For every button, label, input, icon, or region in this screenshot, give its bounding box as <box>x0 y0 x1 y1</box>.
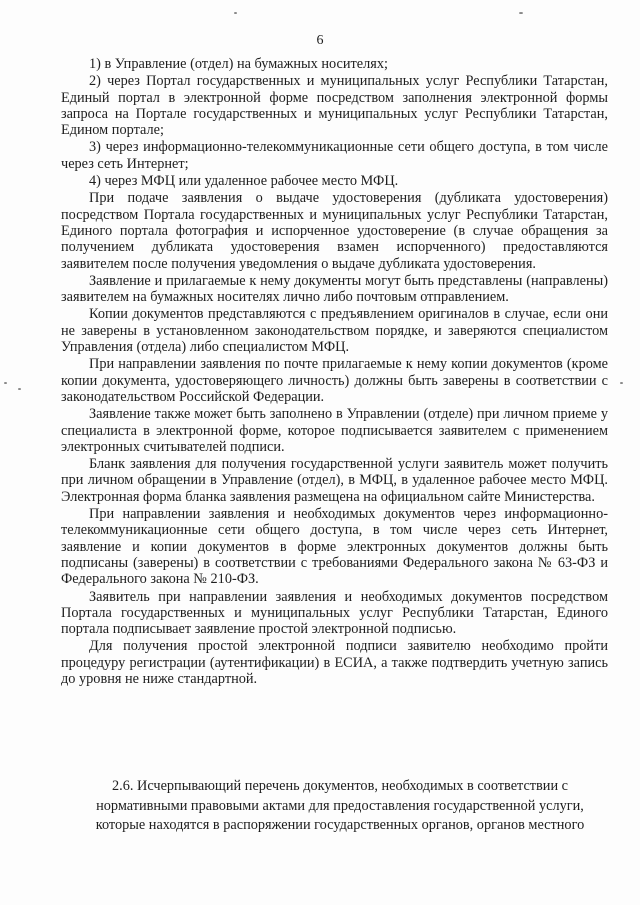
section-heading-line: которые находятся в распоряжении государственных органов, органов местного <box>95 817 585 833</box>
list-item-paper: 1) в Управление (отдел) на бумажных носителях; <box>89 56 388 72</box>
body-paragraph: Заявление и прилагаемые к нему документы могут быть представлены (направлены) заявителем на бумажных носителях лично либо почтовым отправлением. <box>61 272 608 306</box>
scan-speck <box>18 388 21 390</box>
body-paragraph: При направлении заявления по почте прилагаемые к нему копии документов (кроме копии документа, удостоверяющего личность) должны быть заверены в соответствии с законодательством Российской Федерации. <box>61 356 608 405</box>
section-heading-line: нормативными правовыми актами для предоставления государственной услуги, <box>96 797 584 814</box>
document-body <box>61 56 608 688</box>
list-item-portal: 2) через Портал государственных и муниципальных услуг Республики Татарстан, Единый портал в электронной форме посредством заполнения электронной формы запроса на Портале государственных и муниципальных услуг Республики Татарстан, Едином портале; <box>61 73 608 139</box>
scan-speck <box>620 382 623 384</box>
section-heading <box>70 777 610 836</box>
scan-speck <box>519 12 523 14</box>
list-item-internet: 3) через информационно-телекоммуникационные сети общего доступа, в том числе через сеть Интернет; <box>61 139 608 172</box>
list-item-mfc: 4) через МФЦ или удаленное рабочее место МФЦ. <box>89 173 399 190</box>
body-paragraph: При подаче заявления о выдаче удостоверения (дубликата удостоверения) посредством Портала государственных и муниципальных услуг Республики Татарстан, Единого портала фотография и испорченное удостоверение (в случае обращения за получением дубликата удостоверения взамен испорченного) предоставляются заявителем после получения уведомления о выдаче дубликата удостоверения. <box>61 190 608 272</box>
scan-speck <box>4 382 7 384</box>
body-paragraph: Заявитель при направлении заявления и необходимых документов посредством Портала государственных и муниципальных услуг Республики Татарстан, Единого портала подписывает заявление простой электронной подписью. <box>61 588 608 638</box>
page-number: 6 <box>316 33 324 48</box>
scan-speck <box>234 12 237 14</box>
body-paragraph: Для получения простой электронной подписи заявителю необходимо пройти процедуру регистрации (аутентификации) в ЕСИА, а также подтвердить учетную запись до уровня не ниже стандартной. <box>61 638 608 687</box>
body-paragraph: Бланк заявления для получения государственной услуги заявитель может получить при личном обращении в Управление (отдел), в МФЦ, в удаленное рабочее место МФЦ. Электронная форма бланка заявления размещена на официальном сайте Министерства. <box>61 456 608 505</box>
body-paragraph: Копии документов представляются с предъявлением оригиналов в случае, если они не заверены в установленном законодательством порядке, и заверяются специалистом Управления (отдела) либо специалистом МФЦ. <box>61 306 608 356</box>
section-heading-line: 2.6. Исчерпывающий перечень документов, необходимых в соответствии с <box>111 778 569 794</box>
body-paragraph: Заявление также может быть заполнено в Управлении (отделе) при личном приеме у специалиста в электронной форме, которое подписывается заявителем с применением электронных считывателей подписи. <box>61 406 608 455</box>
body-paragraph: При направлении заявления и необходимых документов через информационно-телекоммуникационные сети общего доступа, в том числе через сеть Интернет, заявление и копии документов в форме электронных документов должны быть подписаны (заверены) в соответствии с требованиями Федерального закона № 63-ФЗ и Федерального закона № 210-ФЗ. <box>61 506 608 588</box>
